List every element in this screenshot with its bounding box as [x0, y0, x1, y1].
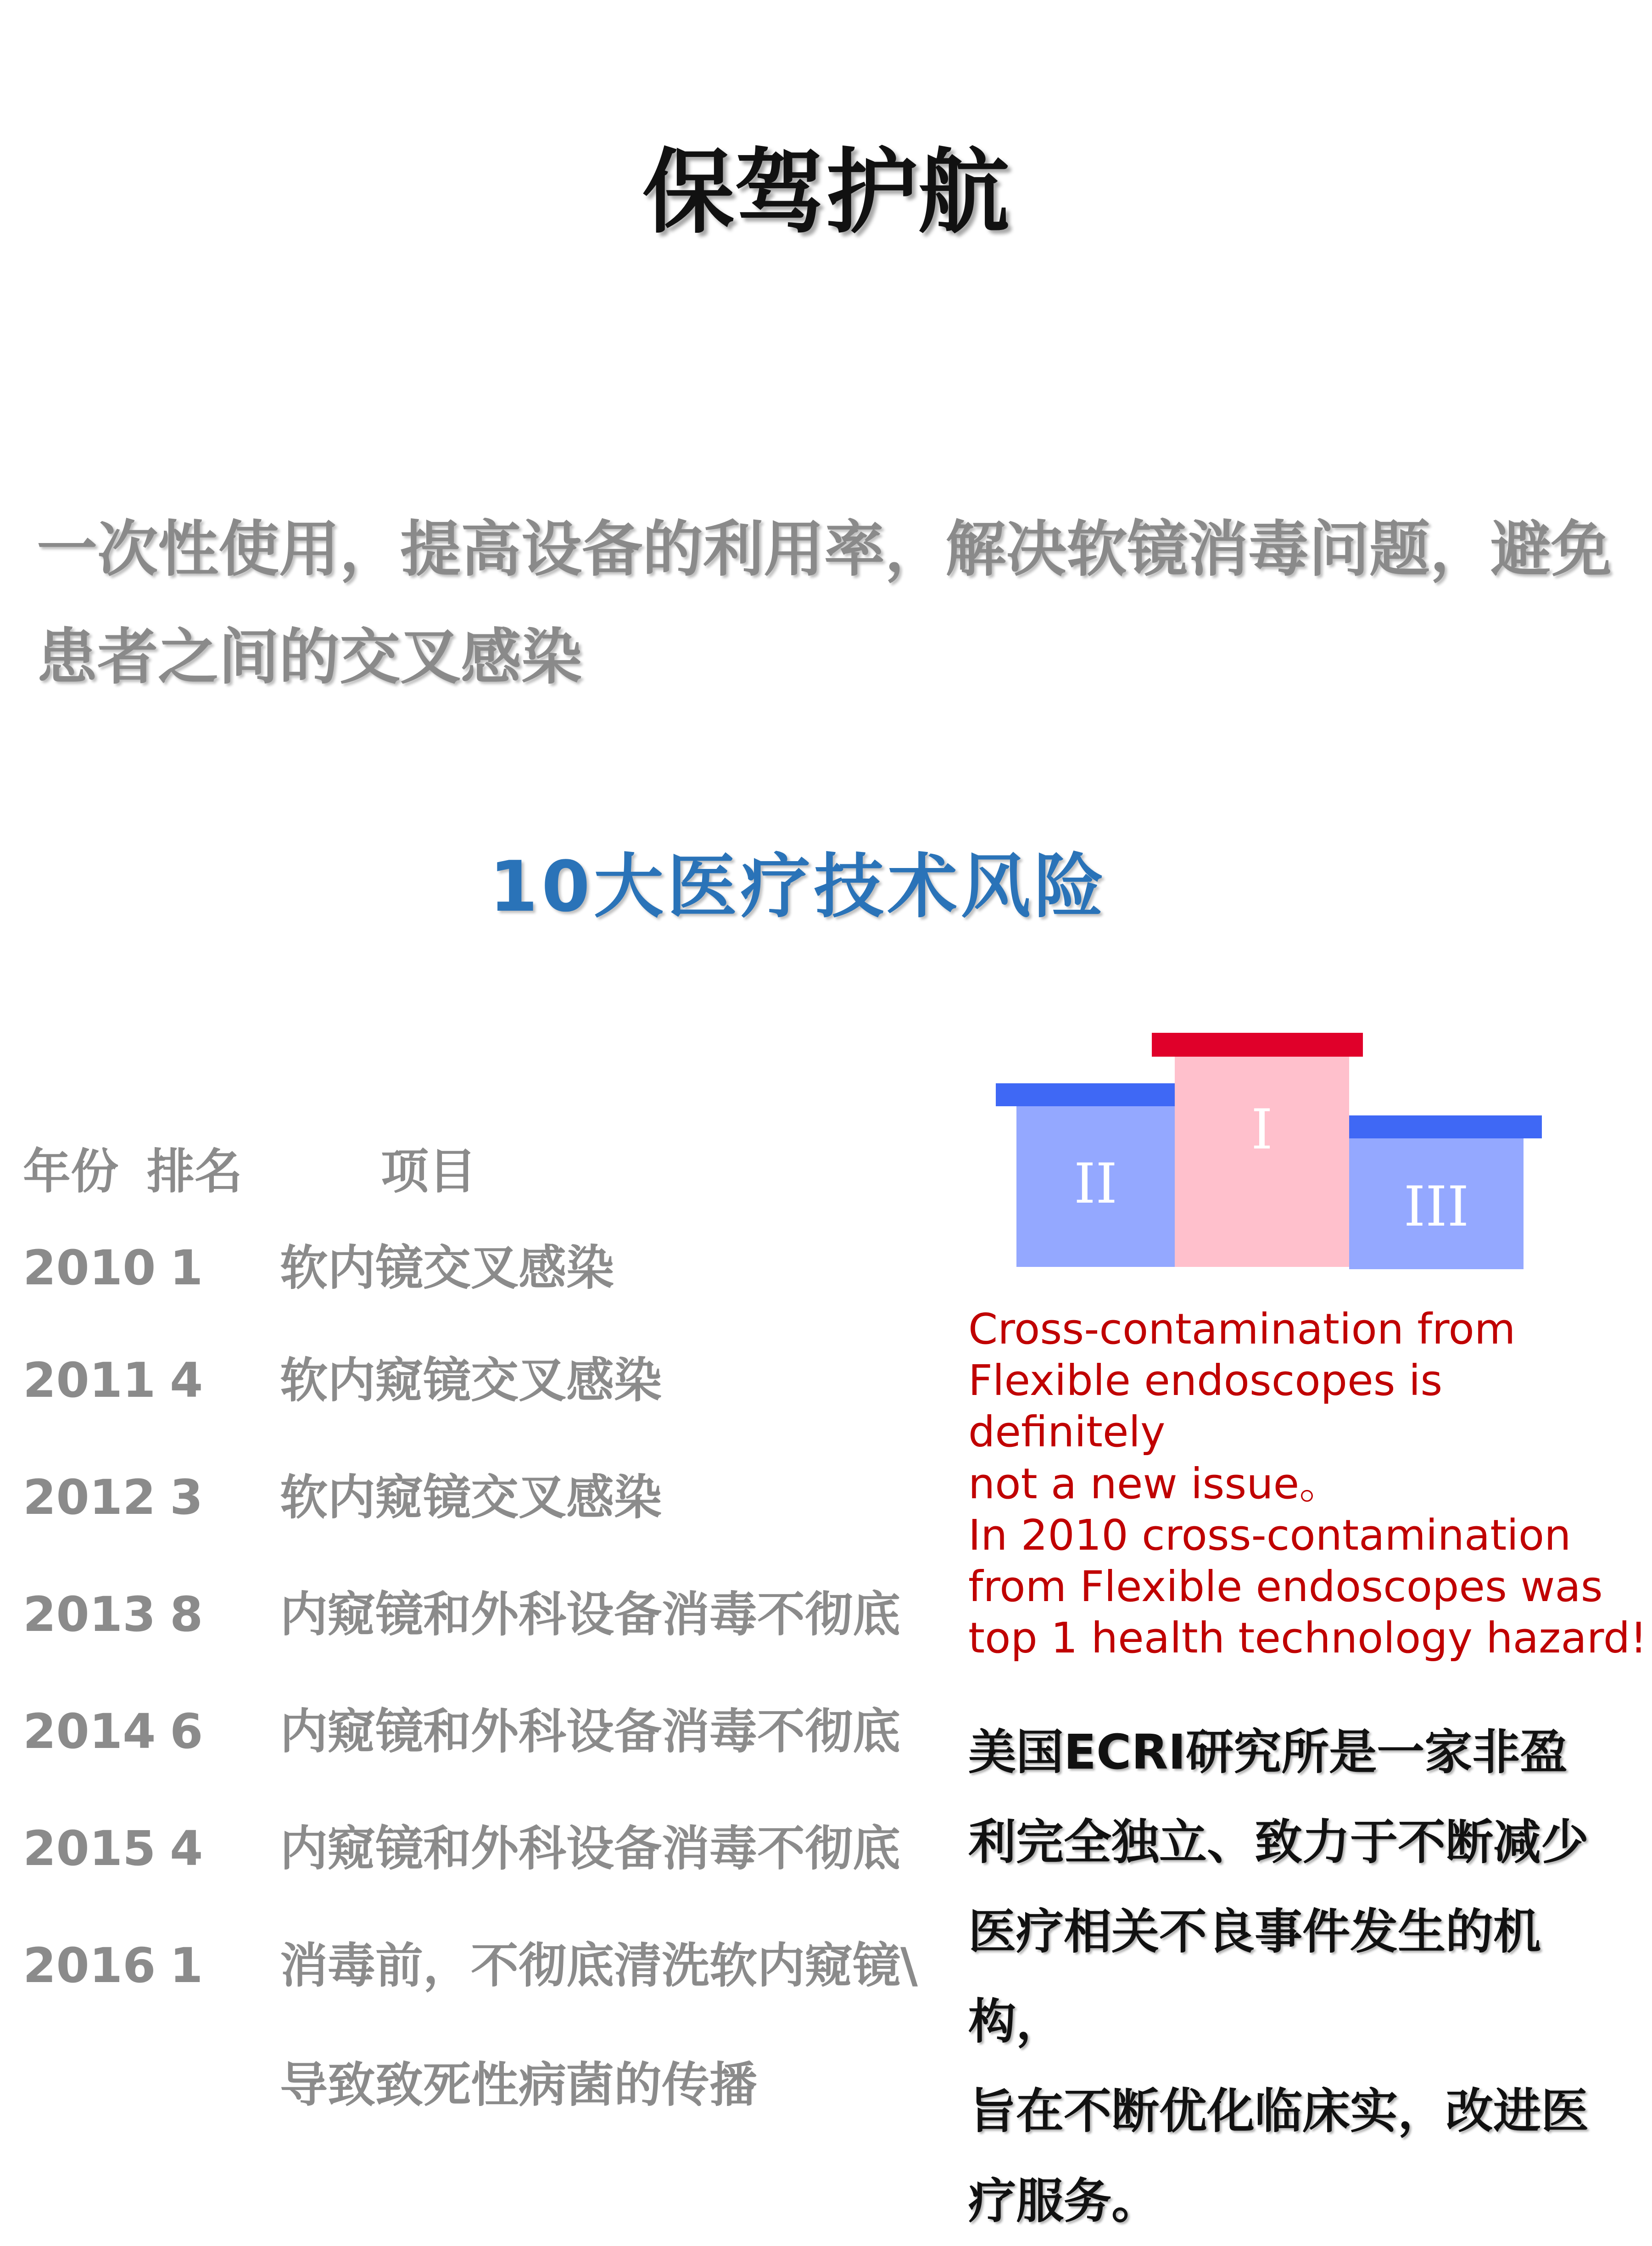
podium-first-cap [1152, 1033, 1363, 1057]
english-note-line: In 2010 cross-contamination [968, 1510, 1571, 1560]
chinese-note-line: 旨在不断优化临床实，改进医 [968, 2083, 1589, 2140]
intro-line-2: 患者之间的交叉感染 [37, 622, 582, 693]
english-note-line: Cross-contamination from [968, 1305, 1516, 1354]
podium-second-block [1016, 1106, 1175, 1267]
english-note-line: Flexible endoscopes is definitely [968, 1356, 1443, 1457]
row-item: 软内镜交叉感染 [280, 1240, 614, 1296]
header-rank: 排名 [147, 1143, 243, 1199]
podium-second-label: II [1074, 1152, 1117, 1216]
podium-illustration [996, 1033, 1546, 1271]
english-note-line: top 1 health technology hazard! [968, 1613, 1647, 1663]
english-note-line: from Flexible endoscopes was [968, 1562, 1603, 1612]
podium-second-cap [996, 1083, 1175, 1106]
header-year: 年份 [23, 1143, 119, 1199]
chinese-note-line: 利完全独立、致力于不断减少 [968, 1814, 1589, 1870]
podium-third-cap [1349, 1115, 1542, 1138]
section-subtitle: 10大医疗技术风险 [489, 846, 1108, 927]
row-year: 2014 [23, 1703, 156, 1759]
row-item-continuation: 导致致死性病菌的传播 [280, 2057, 758, 2113]
chinese-note-line: 美国ECRI研究所是一家非盈 [968, 1724, 1568, 1780]
row-rank: 6 [170, 1703, 203, 1759]
header-item: 项目 [381, 1143, 477, 1199]
english-note [968, 1304, 1652, 1664]
english-note-line: not a new issue。 [968, 1459, 1342, 1508]
row-item: 内窥镜和外科设备消毒不彻底 [280, 1820, 901, 1876]
row-item: 内窥镜和外科设备消毒不彻底 [280, 1703, 901, 1759]
intro-text [37, 496, 1634, 711]
chinese-note-line: 疗服务。 [968, 2173, 1160, 2229]
row-rank: 1 [170, 1938, 203, 1994]
row-item: 内窥镜和外科设备消毒不彻底 [280, 1586, 901, 1642]
row-rank: 4 [170, 1352, 203, 1408]
row-year: 2015 [23, 1820, 156, 1876]
row-item: 软内窥镜交叉感染 [280, 1469, 662, 1525]
podium-first-label: I [1251, 1098, 1273, 1162]
row-year: 2016 [23, 1938, 156, 1994]
chinese-note [968, 1708, 1634, 2246]
podium-third-label: III [1403, 1175, 1469, 1239]
row-rank: 1 [170, 1240, 203, 1296]
podium-first-block [1175, 1057, 1349, 1267]
row-rank: 3 [170, 1469, 203, 1525]
row-rank: 8 [170, 1586, 203, 1642]
row-item: 消毒前，不彻底清洗软内窥镜\ [280, 1938, 918, 1994]
row-year: 2011 [23, 1352, 156, 1408]
chinese-note-line: 医疗相关不良事件发生的机构， [968, 1904, 1541, 2050]
row-item: 软内窥镜交叉感染 [280, 1352, 662, 1408]
row-year: 2010 [23, 1240, 156, 1296]
page-title: 保驾护航 [642, 139, 1010, 246]
podium-third-block [1349, 1138, 1524, 1269]
intro-line-1: 一次性使用，提高设备的利用率，解决软镜消毒问题，避免 [37, 514, 1612, 585]
row-year: 2012 [23, 1469, 156, 1525]
row-year: 2013 [23, 1586, 156, 1642]
row-rank: 4 [170, 1820, 203, 1876]
